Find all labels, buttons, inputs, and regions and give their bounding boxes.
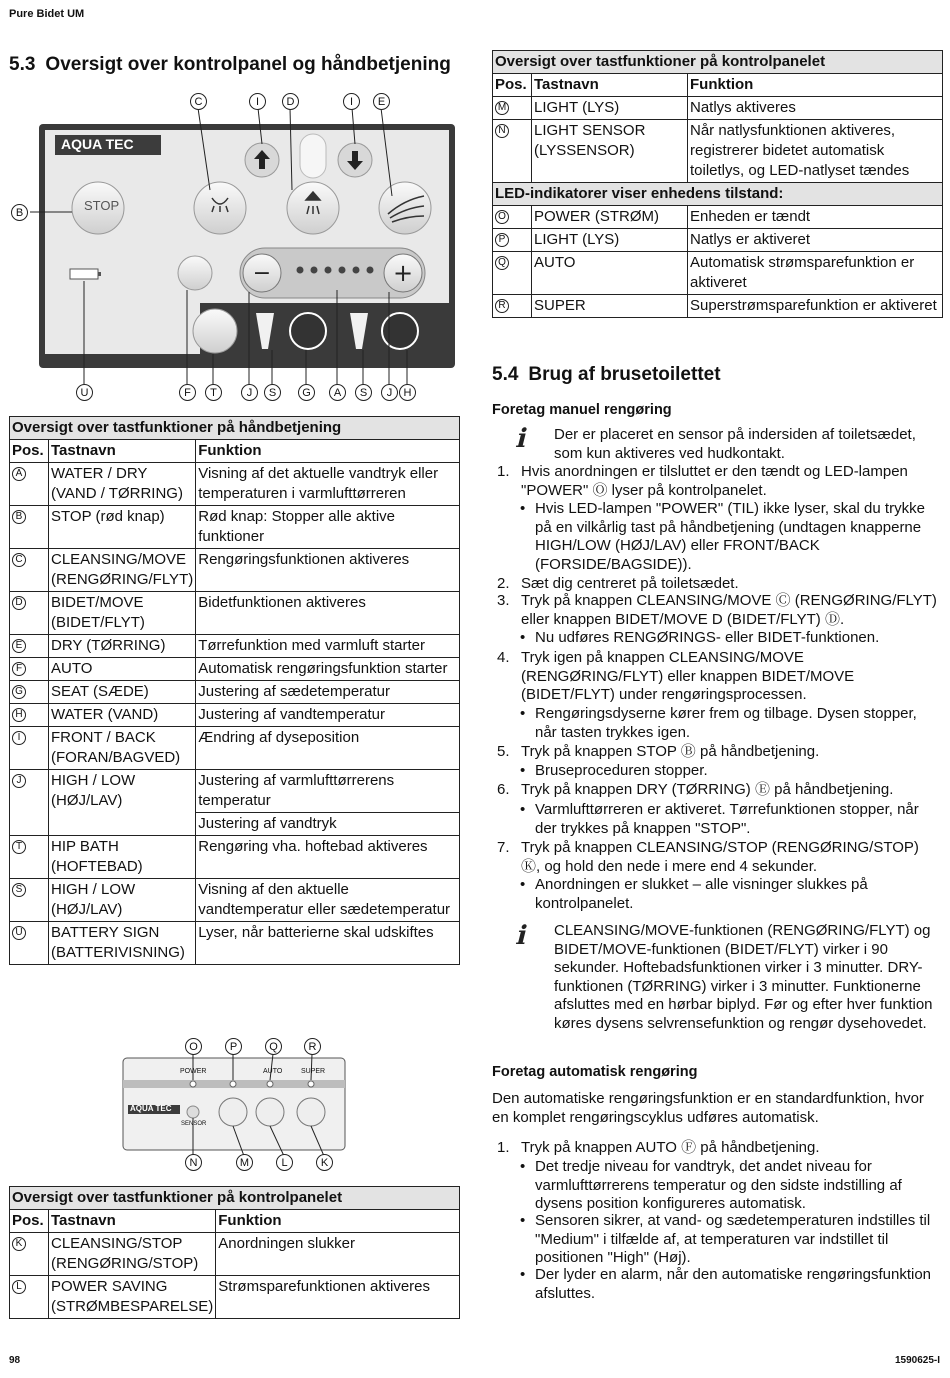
row-function: Justering af varmlufttørrerens temperatur bbox=[196, 770, 460, 813]
row-pos bbox=[10, 770, 49, 836]
position-marker: M bbox=[495, 101, 509, 115]
table-row bbox=[493, 252, 943, 295]
row-name: POWER SAVING (STRØMBESPARELSE) bbox=[49, 1276, 216, 1319]
header-title: Pure Bidet UM bbox=[9, 8, 85, 20]
row-function: Visning af det aktuelle vandtryk eller temperaturen i varmlufttørreren bbox=[196, 463, 460, 506]
row-name: WATER (VAND) bbox=[49, 704, 196, 727]
list-num-7: 7. bbox=[497, 839, 510, 856]
svg-text:+: + bbox=[392, 259, 414, 287]
panel-brand: AQUA TEC bbox=[130, 1104, 172, 1113]
row-pos bbox=[10, 549, 49, 592]
step-3-bullet: • Nu udføres RENGØRINGS- eller BIDET-funktionen. bbox=[535, 629, 941, 648]
col-pos: Pos. bbox=[10, 1210, 49, 1233]
table-row bbox=[10, 922, 460, 965]
row-pos bbox=[493, 252, 532, 295]
led-auto-label: AUTO bbox=[263, 1068, 283, 1075]
note-durations: CLEANSING/MOVE-funktionen (RENGØRING/FLYT) og BIDET/MOVE-funktionen (BIDET/FLYT) virker i 90 sekunder. Hoftebadsfunktionen virker i 3 minutter. DRY-funktionen (TØRRING) virker i 3 minutter. Funktionerne afsluttes med en hørbar biplyd. Før og efter hver funktion køres dysens selvrensefunktion og rengør dysehovedet. bbox=[554, 922, 933, 1032]
row-name: AUTO bbox=[49, 658, 196, 681]
panel-function-table-bottom bbox=[9, 1186, 460, 1319]
auto-list-num-1: 1. bbox=[497, 1139, 510, 1156]
callout-l: L bbox=[276, 1154, 293, 1171]
row-function: Automatisk strømsparefunktion er aktiveret bbox=[688, 252, 943, 295]
row-pos bbox=[10, 681, 49, 704]
callout-n: N bbox=[185, 1154, 202, 1171]
remote-control-figure bbox=[0, 88, 470, 408]
list-num-2: 2. bbox=[497, 575, 510, 592]
table-row bbox=[10, 879, 460, 922]
row-pos bbox=[493, 295, 532, 318]
row-name: HIGH / LOW (HØJ/LAV) bbox=[49, 879, 196, 922]
col-func: Funktion bbox=[196, 440, 460, 463]
row-pos bbox=[10, 1276, 49, 1319]
position-marker: D bbox=[12, 596, 26, 610]
table-row bbox=[10, 704, 460, 727]
led-caption: LED-indikatorer viser enhedens tilstand: bbox=[493, 183, 943, 206]
col-pos: Pos. bbox=[10, 440, 49, 463]
row-name: LIGHT (LYS) bbox=[532, 97, 688, 120]
table-caption: Oversigt over tastfunktioner på kontrolpanelet bbox=[493, 51, 943, 74]
row-function: Natlys er aktiveret bbox=[688, 229, 943, 252]
row-name: CLEANSING/MOVE (RENGØRING/FLYT) bbox=[49, 549, 196, 592]
callout-e: E bbox=[373, 93, 390, 110]
position-marker: E bbox=[12, 639, 26, 653]
position-marker: R bbox=[495, 299, 509, 313]
position-marker: L bbox=[12, 1280, 26, 1294]
col-func: Funktion bbox=[688, 74, 943, 97]
table-row bbox=[10, 549, 460, 592]
table-row bbox=[493, 295, 943, 318]
row-function: Justering af sædetemperatur bbox=[196, 681, 460, 704]
callout-t: T bbox=[205, 384, 222, 401]
table-row bbox=[10, 727, 460, 770]
row-name: LIGHT SENSOR (LYSSENSOR) bbox=[532, 120, 688, 183]
table-caption: Oversigt over tastfunktioner på kontrolpanelet bbox=[10, 1187, 460, 1210]
position-marker: F bbox=[12, 662, 26, 676]
table-row bbox=[10, 1276, 460, 1319]
row-function: Tørrefunktion med varmluft starter bbox=[196, 635, 460, 658]
step-6-bullet: • Varmlufttørreren er aktiveret. Tørrefunktionen stopper, når der trykkes på knappen "STOP". bbox=[535, 801, 941, 838]
callout-j: J bbox=[241, 384, 258, 401]
position-marker: U bbox=[12, 926, 26, 940]
row-name: POWER (STRØM) bbox=[532, 206, 688, 229]
position-marker: B bbox=[12, 510, 26, 524]
row-name: AUTO bbox=[532, 252, 688, 295]
note-sensor: Der er placeret en sensor på indersiden af toiletsædet, som kun aktiveres ved hudkontakt. bbox=[554, 426, 916, 462]
row-name: LIGHT (LYS) bbox=[532, 229, 688, 252]
row-function: Når natlysfunktionen aktiveres, registrerer bidetet automatisk toiletlys, og LED-natlyset tændes bbox=[688, 120, 943, 183]
step-1-bullet: • Hvis LED-lampen "POWER" (TIL) ikke lyser, skal du trykke på en vilkårlig tast på håndbetjening (undtagen knapperne HIGH/LOW (HØJ/LAV) eller FRONT/BACK (FORSIDE/BAGSIDE)). bbox=[535, 500, 941, 574]
table-row bbox=[10, 506, 460, 549]
row-name: SEAT (SÆDE) bbox=[49, 681, 196, 704]
stop-text: STOP bbox=[84, 198, 120, 213]
brand-text: AQUA TEC bbox=[61, 136, 134, 152]
auto-intro: Den automatiske rengøringsfunktion er en standardfunktion, hvor en komplet rengøringscyklus udføres automatisk. bbox=[492, 1090, 924, 1126]
col-pos: Pos. bbox=[493, 74, 532, 97]
svg-text:−: − bbox=[252, 261, 272, 286]
row-name: STOP (rød knap) bbox=[49, 506, 196, 549]
table-row bbox=[10, 463, 460, 506]
dry-button-shape bbox=[379, 182, 431, 234]
step-4: Tryk igen på knappen CLEANSING/MOVE (RENGØRING/FLYT) eller knappen BIDET/MOVE (BIDET/FLYT) under rengøringsprocessen. bbox=[521, 649, 855, 703]
row-name: WATER / DRY (VAND / TØRRING) bbox=[49, 463, 196, 506]
step-3: Tryk på knappen CLEANSING/MOVE Ⓒ (RENGØRING/FLYT) eller knappen BIDET/MOVE D (BIDET/FLYT) Ⓓ. bbox=[521, 592, 937, 628]
row-name: DRY (TØRRING) bbox=[49, 635, 196, 658]
callout-p: P bbox=[225, 1038, 242, 1055]
row-name: FRONT / BACK (FORAN/BAGVED) bbox=[49, 727, 196, 770]
row-name: CLEANSING/STOP (RENGØRING/STOP) bbox=[49, 1233, 216, 1276]
col-name: Tastnavn bbox=[532, 74, 688, 97]
row-function: Strømsparefunktionen aktiveres bbox=[216, 1276, 460, 1319]
row-pos bbox=[493, 229, 532, 252]
row-name: BIDET/MOVE (BIDET/FLYT) bbox=[49, 592, 196, 635]
row-function: Lyser, når batterierne skal udskiftes bbox=[196, 922, 460, 965]
callout-d: D bbox=[282, 93, 299, 110]
position-marker: T bbox=[12, 840, 26, 854]
section-title: Oversigt over kontrolpanel og håndbetjening bbox=[45, 54, 451, 75]
position-marker: A bbox=[12, 467, 26, 481]
list-num-5: 5. bbox=[497, 743, 510, 760]
auto-bullet-1: • Det tredje niveau for vandtryk, det andet niveau for varmlufttørrerens temperatur og den sidste indstilling af dysens position konfigureres automatisk. bbox=[535, 1158, 941, 1214]
step-4-bullet: • Rengøringsdyserne kører frem og tilbage. Dysen stopper, når tasten trykkes igen. bbox=[535, 705, 941, 742]
callout-r: R bbox=[304, 1038, 321, 1055]
row-pos bbox=[10, 704, 49, 727]
row-name: HIP BATH (HOFTEBAD) bbox=[49, 836, 196, 879]
row-function: Visning af den aktuelle vandtemperatur eller sædetemperatur bbox=[196, 879, 460, 922]
callout-u: U bbox=[76, 384, 93, 401]
step-5-bullet: • Bruseproceduren stopper. bbox=[535, 762, 941, 781]
callout-c: C bbox=[190, 93, 207, 110]
position-marker: Q bbox=[495, 256, 509, 270]
list-num-6: 6. bbox=[497, 781, 510, 798]
row-pos bbox=[10, 592, 49, 635]
row-function: Rengøring vha. hoftebad aktiveres bbox=[196, 836, 460, 879]
table-row bbox=[10, 592, 460, 635]
step-5: Tryk på knappen STOP Ⓑ på håndbetjening. bbox=[521, 743, 820, 760]
info-icon: ℹ bbox=[515, 424, 525, 454]
row-function: Ændring af dyseposition bbox=[196, 727, 460, 770]
row-name: HIGH / LOW (HØJ/LAV) bbox=[49, 770, 196, 836]
auto-bullet-3: • Der lyder en alarm, når den automatiske rengøringsfunktion afsluttes. bbox=[535, 1266, 941, 1303]
step-1: Hvis anordningen er tilsluttet er den tændt og LED-lampen "POWER" Ⓞ lyser på kontrolpanelet. bbox=[521, 463, 908, 499]
col-name: Tastnavn bbox=[49, 440, 196, 463]
section-heading-5-4 bbox=[492, 364, 721, 386]
auto-step-1: Tryk på knappen AUTO Ⓕ på håndbetjening. bbox=[521, 1139, 820, 1156]
row-pos bbox=[10, 727, 49, 770]
position-marker: I bbox=[12, 731, 26, 745]
table-row bbox=[493, 206, 943, 229]
table-row bbox=[493, 97, 943, 120]
position-marker: S bbox=[12, 883, 26, 897]
section-number: 5.3 bbox=[9, 54, 36, 75]
callout-s: S bbox=[264, 384, 281, 401]
row-pos bbox=[10, 1233, 49, 1276]
callout-f: F bbox=[179, 384, 196, 401]
position-marker: J bbox=[12, 774, 26, 788]
position-marker: N bbox=[495, 124, 509, 138]
table-row bbox=[493, 120, 943, 183]
info-icon: ℹ bbox=[515, 921, 525, 951]
step-2: Sæt dig centreret på toiletsædet. bbox=[521, 575, 739, 592]
callout-j2: J bbox=[381, 384, 398, 401]
callout-m: M bbox=[236, 1154, 253, 1171]
row-function: Enheden er tændt bbox=[688, 206, 943, 229]
row-function: Anordningen slukker bbox=[216, 1233, 460, 1276]
callout-k: K bbox=[316, 1154, 333, 1171]
row-pos bbox=[10, 879, 49, 922]
row-pos bbox=[10, 658, 49, 681]
table-row bbox=[10, 635, 460, 658]
table-row bbox=[10, 658, 460, 681]
section-title: Brug af brusetoilettet bbox=[528, 364, 721, 385]
control-panel-figure bbox=[120, 1036, 350, 1176]
row-pos bbox=[10, 635, 49, 658]
row-pos bbox=[10, 836, 49, 879]
callout-q: Q bbox=[265, 1038, 282, 1055]
page-number: 98 bbox=[9, 1355, 21, 1366]
row-function: Justering af vandtemperatur bbox=[196, 704, 460, 727]
callout-a: A bbox=[329, 384, 346, 401]
col-name: Tastnavn bbox=[49, 1210, 216, 1233]
table-row bbox=[10, 1233, 460, 1276]
remote-function-table bbox=[9, 416, 460, 965]
row-pos bbox=[493, 120, 532, 183]
callout-i: I bbox=[249, 93, 266, 110]
auto-heading: Foretag automatisk rengøring bbox=[492, 1064, 698, 1080]
table-row bbox=[10, 681, 460, 704]
callout-i2: I bbox=[343, 93, 360, 110]
callout-s2: S bbox=[355, 384, 372, 401]
row-function: Superstrømsparefunktion er aktiveret bbox=[688, 295, 943, 318]
list-num-1: 1. bbox=[497, 463, 510, 480]
step-7: Tryk på knappen CLEANSING/STOP (RENGØRING/STOP) Ⓚ, og hold den nede i mere end 4 sekunder. bbox=[521, 839, 919, 875]
manual-heading: Foretag manuel rengøring bbox=[492, 402, 672, 418]
row-pos bbox=[10, 922, 49, 965]
sensor-label: SENSOR bbox=[181, 1121, 207, 1127]
table-row bbox=[10, 770, 460, 813]
position-marker: H bbox=[12, 708, 26, 722]
row-pos bbox=[10, 506, 49, 549]
position-marker: G bbox=[12, 685, 26, 699]
row-pos bbox=[493, 206, 532, 229]
table-row bbox=[493, 229, 943, 252]
table-caption: Oversigt over tastfunktioner på håndbetjening bbox=[10, 417, 460, 440]
led-power-label: POWER bbox=[180, 1068, 207, 1075]
auto-bullet-2: • Sensoren sikrer, at vand- og sædetemperaturen indstilles til "Medium" i tilfælde af, at temperaturen var indstillet til positionen "High" (Høj). bbox=[535, 1212, 941, 1268]
callout-g: G bbox=[298, 384, 315, 401]
step-6: Tryk på knappen DRY (TØRRING) Ⓔ på håndbetjening. bbox=[521, 781, 894, 798]
row-function: Bidetfunktionen aktiveres bbox=[196, 592, 460, 635]
led-super-label: SUPER bbox=[301, 1068, 326, 1075]
panel-function-table-top bbox=[492, 50, 943, 318]
col-func: Funktion bbox=[216, 1210, 460, 1233]
callout-o: O bbox=[185, 1038, 202, 1055]
list-num-4: 4. bbox=[497, 649, 510, 666]
callout-b: B bbox=[11, 204, 28, 221]
position-marker: K bbox=[12, 1237, 26, 1251]
row-function: Natlys aktiveres bbox=[688, 97, 943, 120]
row-function: Rød knap: Stopper alle aktive funktioner bbox=[196, 506, 460, 549]
step-7-bullet: • Anordningen er slukket – alle visninger slukkes på kontrolpanelet. bbox=[535, 876, 941, 913]
row-function: Automatisk rengøringsfunktion starter bbox=[196, 658, 460, 681]
row-function: Rengøringsfunktionen aktiveres bbox=[196, 549, 460, 592]
row-name: BATTERY SIGN (BATTERIVISNING) bbox=[49, 922, 196, 965]
position-marker: O bbox=[495, 210, 509, 224]
position-marker: P bbox=[495, 233, 509, 247]
callout-h: H bbox=[399, 384, 416, 401]
row-function: Justering af vandtryk bbox=[196, 813, 460, 836]
position-marker: C bbox=[12, 553, 26, 567]
table-row bbox=[10, 836, 460, 879]
row-name: SUPER bbox=[532, 295, 688, 318]
list-num-3: 3. bbox=[497, 592, 510, 609]
section-heading-5-3 bbox=[9, 54, 451, 76]
row-pos bbox=[493, 97, 532, 120]
section-number: 5.4 bbox=[492, 364, 519, 385]
row-pos bbox=[10, 463, 49, 506]
doc-id: 1590625-I bbox=[894, 1355, 940, 1366]
